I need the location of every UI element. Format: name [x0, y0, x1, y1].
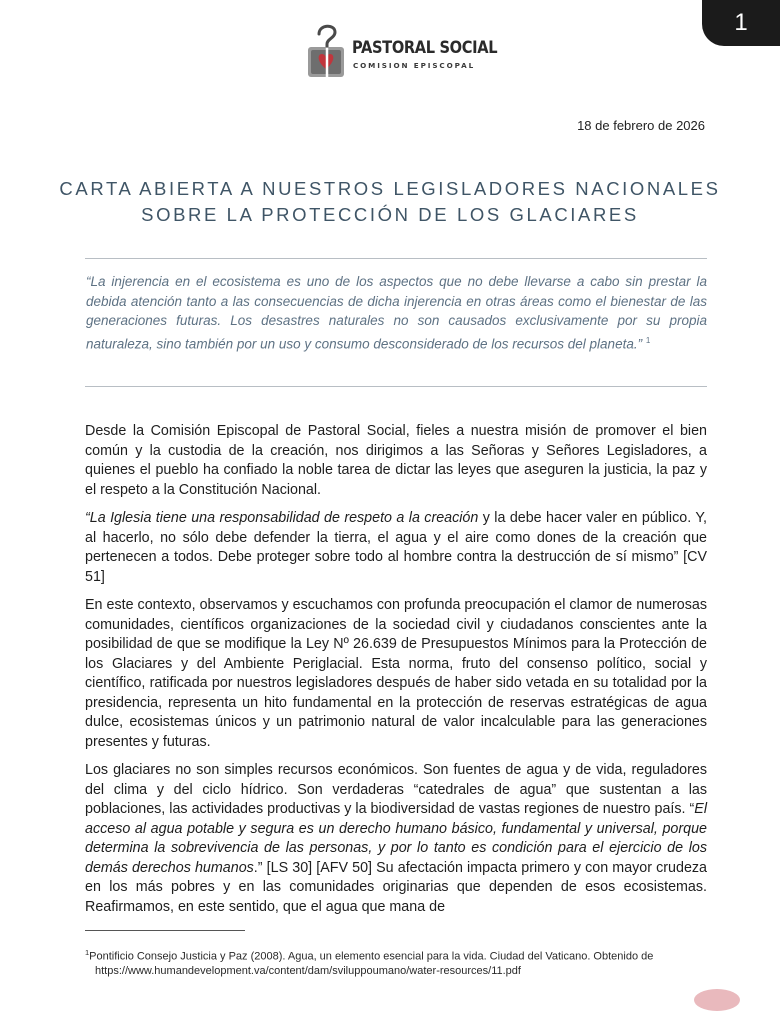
paragraph-2-italic: “La Iglesia tiene una responsabilidad de respeto a la creación: [85, 510, 479, 526]
logo-subtitle: COMISION EPISCOPAL: [353, 61, 476, 70]
footnote-url-link[interactable]: https://www.humandevelopment.va/content/dam/sviluppoumano/water-resources/11.pdf: [95, 964, 521, 977]
quote-footnote-ref: 1: [645, 335, 651, 345]
footnote-text: Pontificio Consejo Justicia y Paz (2008). Agua, un elemento esencial para la vida. Ciudad del Vaticano. Obtenido de: [89, 950, 654, 963]
epigraph-quote: [86, 272, 707, 354]
quote-bottom-divider: [85, 386, 707, 387]
footnote-marker: 1: [85, 948, 90, 957]
quote-top-divider: [85, 258, 707, 259]
corner-decoration: [694, 989, 740, 1011]
quote-text: “La injerencia en el ecosistema es uno de los aspectos que no debe llevarse a cabo sin prestar la debida atención tanto a las consecuencias de dicha injerencia en otras áreas como el bienestar de las generaciones futuras. Los desastres naturales no son causados exclusivamente por su propia naturaleza, sino también por un uso y consumo desconsiderado de los recursos del planeta.”: [86, 274, 707, 351]
paragraph-1: Desde la Comisión Episcopal de Pastoral Social, fieles a nuestra misión de promover el bien común y la custodia de la creación, nos dirigimos a las Señoras y Señores Legisladores, a quienes el pueblo ha confiado la noble tarea de dictar las leyes que aseguren la justicia, la paz y el respeto a la Constitución Nacional.: [85, 423, 707, 498]
title-line-2: SOBRE LA PROTECCIÓN DE LOS GLACIARES: [141, 204, 639, 225]
logo-title: PASTORAL SOCIAL: [352, 38, 498, 58]
title-line-1: CARTA ABIERTA A NUESTROS LEGISLADORES NACIONALES: [59, 178, 721, 199]
footnote-divider: [85, 930, 245, 931]
paragraph-2-rest: y la debe hacer valer en público. Y, al hacerlo, no sólo debe defender la tierra, el agua y el aire como dones de la creación que pertenecen a todos. Debe proteger sobre todo al hombre contra la destrucción de sí mismo” [CV 51]: [85, 510, 707, 585]
letter-date: 18 de febrero de 2026: [577, 118, 705, 133]
footnote: [85, 946, 725, 978]
pastoral-social-logo: [305, 20, 498, 82]
paragraph-4-italic: El acceso al agua potable y segura es un derecho humano básico, fundamental y universal, porque determina la sobrevivencia de las personas, y por lo tanto es condición para el ejercicio de los demás derechos humanos: [85, 801, 707, 876]
pastoral-staff-heart-icon: [305, 20, 347, 82]
letter-title: [0, 176, 780, 228]
letter-body: [85, 422, 707, 926]
paragraph-4-end: .” [LS 30] [AFV 50] Su afectación impacta primero y con mayor crudeza en los más pobres y en las comunidades originarias que dependen de esos ecosistemas. Reafirmamos, en este sentido, que el agua que mana de: [85, 859, 707, 915]
paragraph-2: [85, 509, 707, 587]
page-number-badge: 1: [702, 0, 780, 46]
paragraph-4-start: Los glaciares no son simples recursos económicos. Son fuentes de agua y de vida, reguladores del clima y del ciclo hídrico. Son verdaderas “catedrales de agua” que sustentan a las poblaciones, las actividades productivas y la biodiversidad de vastas regiones de nuestro país. “: [85, 762, 707, 817]
paragraph-4: [85, 761, 707, 917]
paragraph-3: En este contexto, observamos y escuchamos con profunda preocupación el clamor de numerosas comunidades, científicos organizaciones de la sociedad civil y ciudadanos conscientes ante la posibilidad de que se modifique la Ley Nº 26.639 de Presupuestos Mínimos para la Protección de los Glaciares y del Ambiente Periglacial. Esta norma, fruto del consenso político, social y científico, ratificada por nuestros legisladores después de haber sido vetada en su totalidad por la presidencia, representa un hito fundamental en la protección de reservas estratégicas de agua dulce, ecosistemas únicos y un patrimonio natural de valor incalculable para las generaciones presentes y futuras.: [85, 597, 707, 750]
